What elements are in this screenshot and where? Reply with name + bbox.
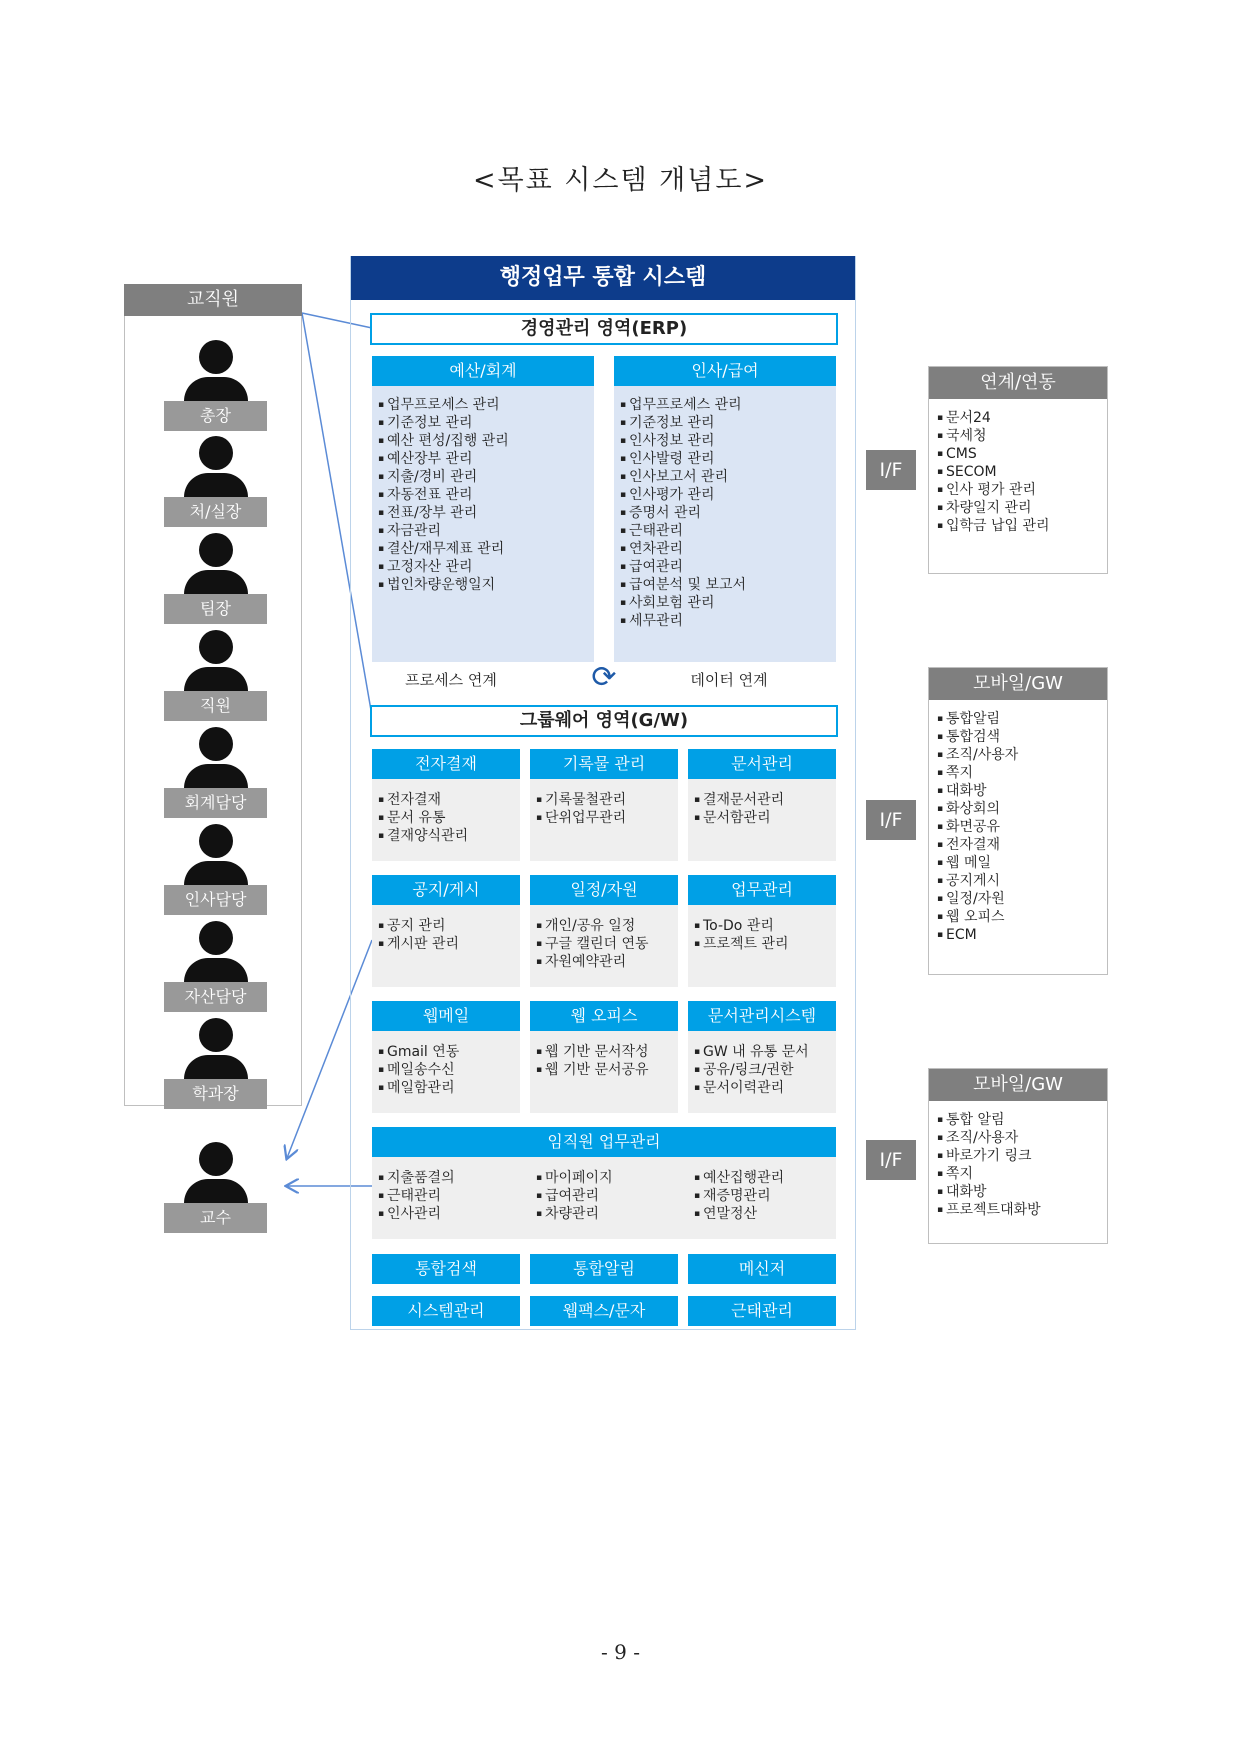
list-item: ▪ 연말정산 bbox=[694, 1205, 784, 1223]
list-item: ▪ 예산 편성/집행 관리 bbox=[378, 432, 594, 450]
module-title: 임직원 업무관리 bbox=[372, 1127, 836, 1157]
list-item: ▪ 공유/링크/권한 bbox=[694, 1061, 836, 1079]
module-title: 문서관리 bbox=[688, 749, 836, 779]
list-item: ▪ 인사관리 bbox=[378, 1205, 455, 1223]
list-item: ▪ ECM bbox=[937, 926, 1107, 944]
gw-module-notice bbox=[372, 875, 520, 987]
page-title: <목표 시스템 개념도> bbox=[472, 165, 769, 196]
gw-module-dms bbox=[688, 1001, 836, 1113]
list-item: ▪ 인사 평가 관리 bbox=[937, 481, 1107, 499]
list-item: ▪ 재증명관리 bbox=[694, 1187, 784, 1205]
list-item: ▪ 통합검색 bbox=[937, 728, 1107, 746]
list-item: ▪ 웹 메일 bbox=[937, 854, 1107, 872]
list-item: ▪ 급여분석 및 보고서 bbox=[620, 576, 836, 594]
btn-integrated-alert: 통합알림 bbox=[530, 1254, 678, 1284]
list-item: ▪ 프로젝트대화방 bbox=[937, 1201, 1107, 1219]
person-accounting: 회계담당 bbox=[164, 727, 267, 818]
list-item: ▪ 메일송수신 bbox=[378, 1061, 520, 1079]
list-item: ▪ 차량관리 bbox=[536, 1205, 613, 1223]
list-item: ▪ 사회보험 관리 bbox=[620, 594, 836, 612]
page-number: - 9 - bbox=[601, 1640, 640, 1664]
list-item: ▪ CMS bbox=[937, 445, 1107, 463]
if-label: I/F bbox=[866, 1140, 916, 1180]
list-item: ▪ 결산/재무제표 관리 bbox=[378, 540, 594, 558]
list-item: ▪ 고정자산 관리 bbox=[378, 558, 594, 576]
list-item: ▪ 웹 기반 문서작성 bbox=[536, 1043, 678, 1061]
btn-attendance: 근태관리 bbox=[688, 1296, 836, 1326]
module-title: 인사/급여 bbox=[614, 356, 836, 386]
person-staff: 직원 bbox=[164, 630, 267, 721]
module-title: 웹메일 bbox=[372, 1001, 520, 1031]
list-item: ▪ 근태관리 bbox=[620, 522, 836, 540]
list-item: ▪ 인사보고서 관리 bbox=[620, 468, 836, 486]
list-item: ▪ 자동전표 관리 bbox=[378, 486, 594, 504]
module-title: 공지/게시 bbox=[372, 875, 520, 905]
list-item: ▪ 근태관리 bbox=[378, 1187, 455, 1205]
staff-group-title: 교직원 bbox=[124, 284, 302, 316]
list-item: ▪ 메일함관리 bbox=[378, 1079, 520, 1097]
list-item: ▪ 문서이력관리 bbox=[694, 1079, 836, 1097]
list-item: ▪ 입학금 납입 관리 bbox=[937, 517, 1107, 535]
list-item: ▪ 조직/사용자 bbox=[937, 746, 1107, 764]
list-item: ▪ 통합 알림 bbox=[937, 1111, 1107, 1129]
module-title: 일정/자원 bbox=[530, 875, 678, 905]
gw-area-title: 그룹웨어 영역(G/W) bbox=[370, 705, 838, 737]
person-icon bbox=[199, 727, 233, 761]
list-item: ▪ GW 내 유통 문서 bbox=[694, 1043, 836, 1061]
list-item: ▪ 구글 캘린더 연동 bbox=[536, 935, 678, 953]
person-dept-head: 학과장 bbox=[164, 1018, 267, 1109]
list-item: ▪ 인사정보 관리 bbox=[620, 432, 836, 450]
person-icon bbox=[199, 340, 233, 374]
module-title: 문서관리시스템 bbox=[688, 1001, 836, 1031]
erp-area-title: 경영관리 영역(ERP) bbox=[370, 313, 838, 345]
list-item: ▪ 인사평가 관리 bbox=[620, 486, 836, 504]
module-title: 기록물 관리 bbox=[530, 749, 678, 779]
person-president: 총장 bbox=[164, 340, 267, 431]
list-item: ▪ 공지게시 bbox=[937, 872, 1107, 890]
list-item: ▪ 업무프로세스 관리 bbox=[620, 396, 836, 414]
list-item: ▪ 예산집행관리 bbox=[694, 1169, 784, 1187]
gw-module-webmail bbox=[372, 1001, 520, 1113]
person-team-leader: 팀장 bbox=[164, 533, 267, 624]
box-title: 모바일/GW bbox=[929, 1069, 1107, 1101]
list-item: ▪ 업무프로세스 관리 bbox=[378, 396, 594, 414]
gw-module-documents bbox=[688, 749, 836, 861]
person-professor: 교수 bbox=[164, 1142, 267, 1233]
list-item: ▪ 쪽지 bbox=[937, 764, 1107, 782]
list-item: ▪ 단위업무관리 bbox=[536, 809, 678, 827]
list-item: ▪ 자원예약관리 bbox=[536, 953, 678, 971]
list-item: ▪ 문서함관리 bbox=[694, 809, 836, 827]
list-item: ▪ 급여관리 bbox=[536, 1187, 613, 1205]
list-item: ▪ 개인/공유 일정 bbox=[536, 917, 678, 935]
person-icon bbox=[199, 824, 233, 858]
list-item: ▪ 쪽지 bbox=[937, 1165, 1107, 1183]
list-item: ▪ 전자결재 bbox=[378, 791, 520, 809]
list-item: ▪ 예산장부 관리 bbox=[378, 450, 594, 468]
btn-integrated-search: 통합검색 bbox=[372, 1254, 520, 1284]
list-item: ▪ 웹 기반 문서공유 bbox=[536, 1061, 678, 1079]
right-box-mobile-gw bbox=[928, 667, 1108, 975]
list-item: ▪ 조직/사용자 bbox=[937, 1129, 1107, 1147]
list-item: ▪ 세무관리 bbox=[620, 612, 836, 630]
list-item: ▪ 결재양식관리 bbox=[378, 827, 520, 845]
list-item: ▪ 문서24 bbox=[937, 409, 1107, 427]
person-icon bbox=[199, 1142, 233, 1176]
right-box-mobile-gw-2 bbox=[928, 1068, 1108, 1244]
gw-module-staff-mgmt bbox=[372, 1127, 836, 1239]
list-item: ▪ 인사발령 관리 bbox=[620, 450, 836, 468]
list-item: ▪ 화상회의 bbox=[937, 800, 1107, 818]
person-director: 처/실장 bbox=[164, 436, 267, 527]
list-item: ▪ 공지 관리 bbox=[378, 917, 520, 935]
data-link-label: 데이터 연계 bbox=[690, 671, 768, 689]
person-icon bbox=[199, 630, 233, 664]
person-hr: 인사담당 bbox=[164, 824, 267, 915]
list-item: ▪ 전자결재 bbox=[937, 836, 1107, 854]
list-item: ▪ 급여관리 bbox=[620, 558, 836, 576]
box-title: 모바일/GW bbox=[929, 668, 1107, 700]
gw-module-approval bbox=[372, 749, 520, 861]
list-item: ▪ 화면공유 bbox=[937, 818, 1107, 836]
list-item: ▪ 웹 오피스 bbox=[937, 908, 1107, 926]
erp-module-hr bbox=[614, 356, 836, 662]
list-item: ▪ 법인차량운행일지 bbox=[378, 576, 594, 594]
list-item: ▪ Gmail 연동 bbox=[378, 1043, 520, 1061]
system-title: 행정업무 통합 시스템 bbox=[351, 256, 855, 300]
btn-system-mgmt: 시스템관리 bbox=[372, 1296, 520, 1326]
module-title: 웹 오피스 bbox=[530, 1001, 678, 1031]
list-item: ▪ 통합알림 bbox=[937, 710, 1107, 728]
list-item: ▪ SECOM bbox=[937, 463, 1107, 481]
box-title: 연계/연동 bbox=[929, 367, 1107, 399]
item-list bbox=[372, 386, 594, 594]
module-title: 업무관리 bbox=[688, 875, 836, 905]
gw-module-records bbox=[530, 749, 678, 861]
person-icon bbox=[199, 436, 233, 470]
if-label: I/F bbox=[866, 800, 916, 840]
list-item: ▪ 프로젝트 관리 bbox=[694, 935, 836, 953]
list-item: ▪ 문서 유통 bbox=[378, 809, 520, 827]
right-box-integration bbox=[928, 366, 1108, 574]
gw-module-tasks bbox=[688, 875, 836, 987]
list-item: ▪ 국세청 bbox=[937, 427, 1107, 445]
gw-module-weboffice bbox=[530, 1001, 678, 1113]
list-item: ▪ 결재문서관리 bbox=[694, 791, 836, 809]
list-item: ▪ 증명서 관리 bbox=[620, 504, 836, 522]
list-item: ▪ 지출품결의 bbox=[378, 1169, 455, 1187]
list-item: ▪ 기록물철관리 bbox=[536, 791, 678, 809]
btn-messenger: 메신저 bbox=[688, 1254, 836, 1284]
list-item: ▪ 마이페이지 bbox=[536, 1169, 613, 1187]
person-icon bbox=[199, 1018, 233, 1052]
list-item: ▪ 기준정보 관리 bbox=[620, 414, 836, 432]
module-title: 예산/회계 bbox=[372, 356, 594, 386]
list-item: ▪ 지출/경비 관리 bbox=[378, 468, 594, 486]
list-item: ▪ 기준정보 관리 bbox=[378, 414, 594, 432]
gw-module-schedule bbox=[530, 875, 678, 987]
list-item: ▪ 연차관리 bbox=[620, 540, 836, 558]
list-item: ▪ 바로가기 링크 bbox=[937, 1147, 1107, 1165]
list-item: ▪ 자금관리 bbox=[378, 522, 594, 540]
module-title: 전자결재 bbox=[372, 749, 520, 779]
btn-webfax-sms: 웹팩스/문자 bbox=[530, 1296, 678, 1326]
process-link-label: 프로세스 연계 bbox=[405, 671, 497, 689]
list-item: ▪ 전표/장부 관리 bbox=[378, 504, 594, 522]
list-item: ▪ 일정/자원 bbox=[937, 890, 1107, 908]
list-item: ▪ 대화방 bbox=[937, 1183, 1107, 1201]
person-icon bbox=[199, 921, 233, 955]
list-item: ▪ 차량일지 관리 bbox=[937, 499, 1107, 517]
erp-module-budget bbox=[372, 356, 594, 662]
list-item: ▪ 대화방 bbox=[937, 782, 1107, 800]
item-list bbox=[614, 386, 836, 630]
person-icon bbox=[199, 533, 233, 567]
sync-icon: ⟳ bbox=[591, 660, 617, 695]
list-item: ▪ 게시판 관리 bbox=[378, 935, 520, 953]
person-asset: 자산담당 bbox=[164, 921, 267, 1012]
list-item: ▪ To-Do 관리 bbox=[694, 917, 836, 935]
if-label: I/F bbox=[866, 450, 916, 490]
